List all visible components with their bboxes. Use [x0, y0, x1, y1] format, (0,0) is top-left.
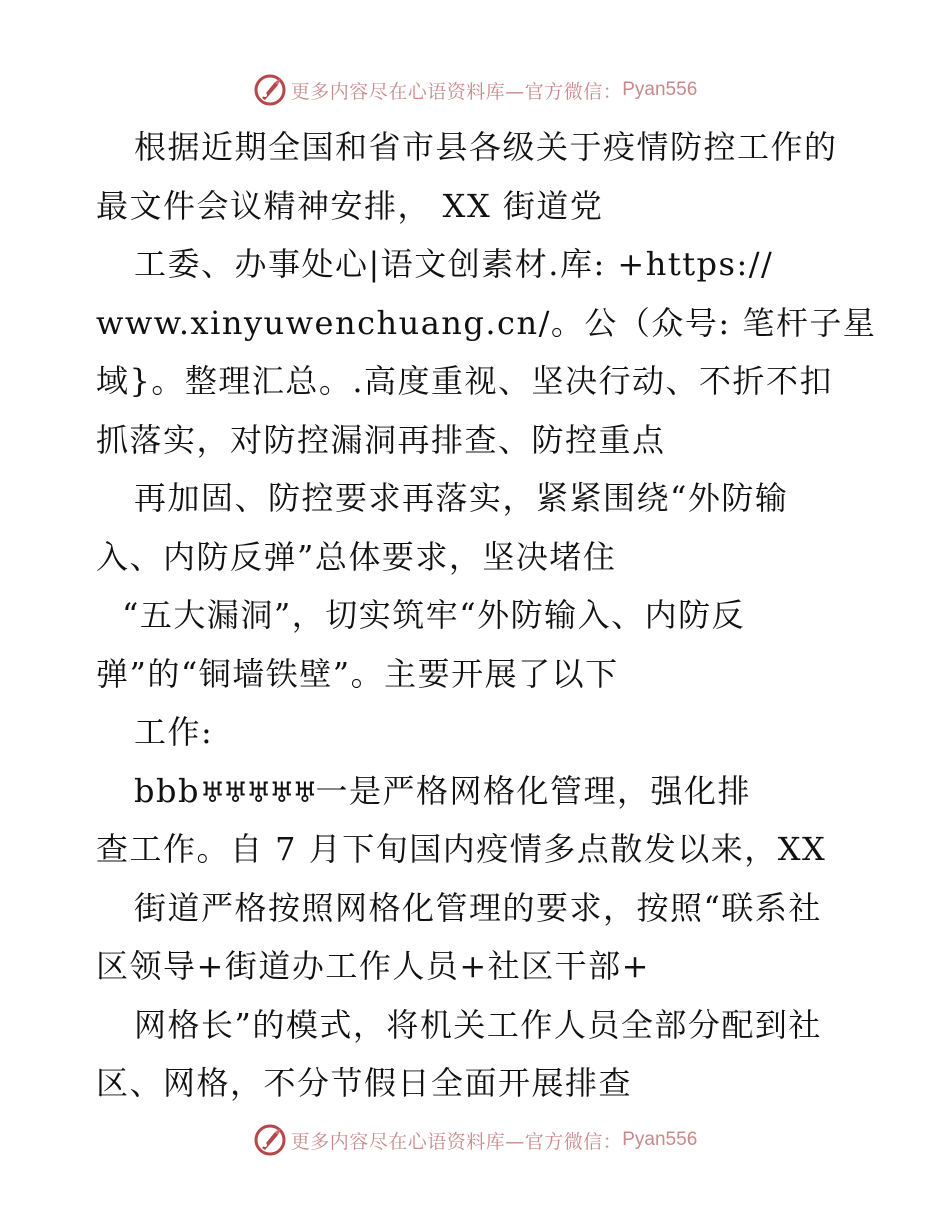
- ornament-glyphs-icon: ♅♅♅♅♅: [199, 775, 316, 809]
- text-line: 最文件会议精神安排， XX 街道党: [96, 186, 604, 225]
- text-line: 工作:: [134, 713, 214, 751]
- text-segment: 一是严格网格化管理，强化排: [315, 771, 751, 810]
- quill-logo-icon: [253, 1123, 287, 1157]
- bbb-text: bbb: [134, 771, 200, 810]
- text-line: 区领导+街道办工作人员+社区干部+: [96, 947, 650, 985]
- quill-logo-icon: [253, 73, 287, 107]
- text-line: 网格长”的模式，将机关工作人员全部分配到社: [134, 1005, 822, 1044]
- text-line: 入、内防反弹”总体要求，坚决堵住: [96, 537, 617, 576]
- text-line: www.xinyuwenchuang.cn/。公（众号: 笔杆子星: [96, 303, 877, 342]
- text-line: 弹”的“铜墙铁壁”。主要开展了以下: [96, 654, 619, 693]
- text-line: 工委、办事处心|语文创素材.库: +https://: [134, 245, 774, 283]
- header-watermark-text: 更多内容尽在心语资料库—官方微信：: [290, 80, 623, 103]
- text-line: 查工作。自 7 月下旬国内疫情多点散发以来，XX: [96, 830, 827, 868]
- header-watermark-id: Pyan556: [622, 79, 698, 100]
- text-line: 再加固、防控要求再落实，紧紧围绕“外防输: [134, 479, 789, 517]
- footer-watermark: [0, 1120, 950, 1160]
- text-line: 街道严格按照网格化管理的要求，按照“联系社: [134, 888, 822, 927]
- text-line: 域}。整理汇总。.高度重视、坚决行动、不折不扣: [96, 362, 834, 400]
- footer-watermark-text: 更多内容尽在心语资料库—官方微信：: [290, 1130, 623, 1153]
- text-line: 区、网格，不分节假日全面开展排查: [96, 1064, 633, 1102]
- text-line: 根据近期全国和省市县各级关于疫情防控工作的: [134, 128, 838, 166]
- header-watermark: [0, 70, 950, 110]
- text-line: 抓落实，对防控漏洞再排查、防控重点: [96, 420, 666, 459]
- footer-watermark-id: Pyan556: [622, 1129, 698, 1150]
- text-line-ornament: [96, 762, 866, 821]
- document-body: [96, 118, 877, 1113]
- text-line: “五大漏洞”，切实筑牢“外防输入、内防反: [122, 596, 746, 634]
